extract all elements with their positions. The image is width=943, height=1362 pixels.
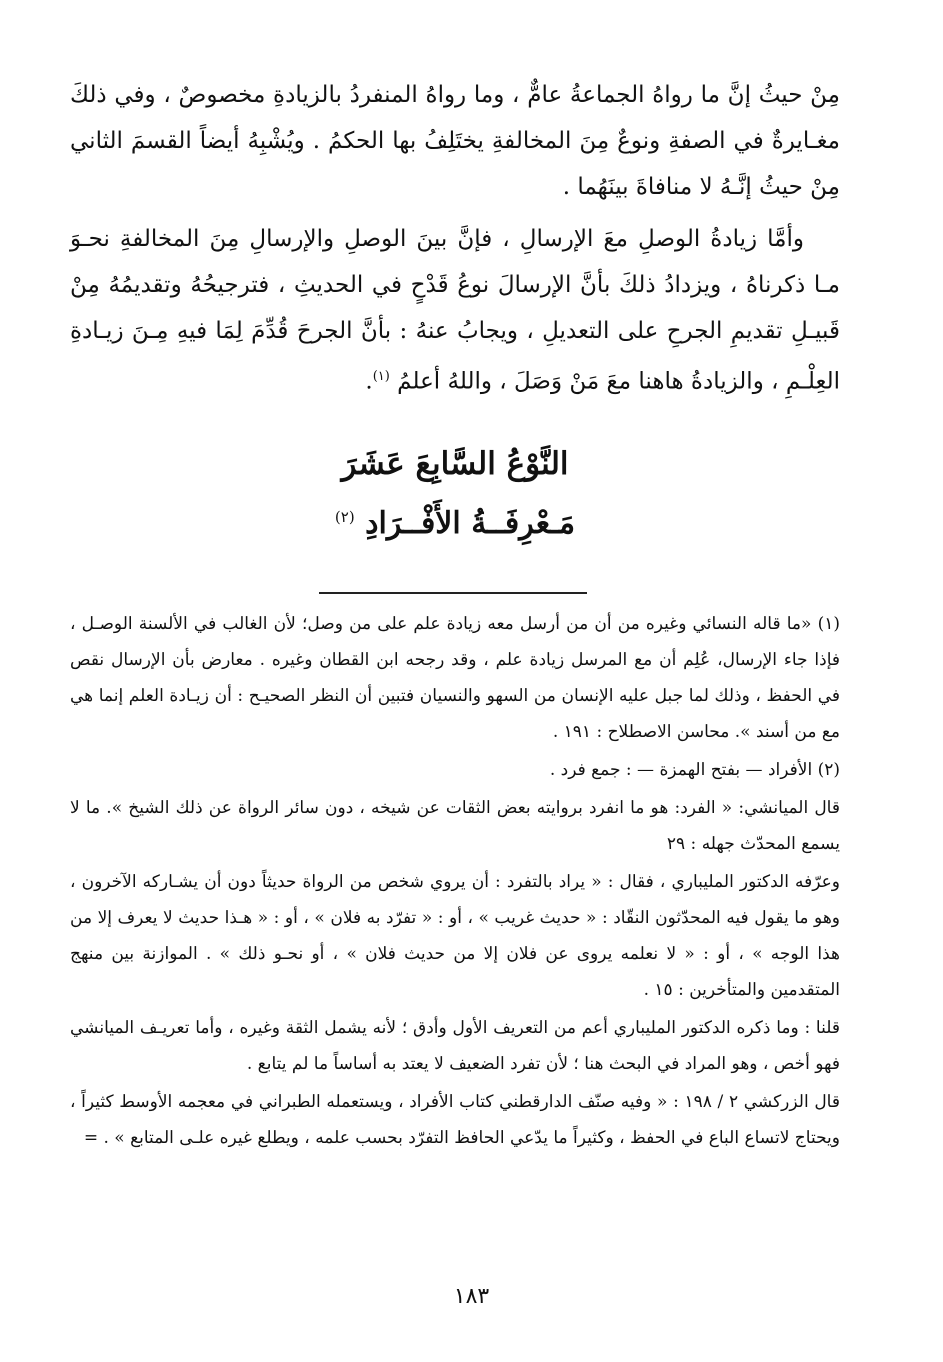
paragraph-1: مِنْ حيثُ إنَّ ما رواهُ الجماعةُ عامٌّ ، وما رواهُ المنفردُ بالزيادةِ مخصوصٌ ، وفي ذلكَ مغـايرةٌ في الصفةِ ونوعٌ مِنَ المخالفةِ يختَلِفُ بها الحكمُ . ويُشْبِهُ أيضاً القسمَ الثاني مِنْ حيثُ إنَّـهُ لا منافاةَ بينَهُما .: [70, 82, 840, 200]
paragraph-2: [70, 216, 840, 405]
section-subtitle-text: مَـعْرِفَــةُ الأَفْــرَادِ: [365, 505, 576, 541]
footnote-2-comment: قلنا : وما ذكره الدكتور المليباري أعم من التعريف الأول وأدق ؛ لأنه يشمل الثقة وغيره ، وأما تعريـف الميانشي فهو أخص ، وهو المراد في البحث هنا ؛ لأن تفرد الضعيف لا يعتد به أساساً ما لم يتابع .: [70, 1017, 840, 1074]
main-text: [70, 72, 840, 405]
footnote-1: (١) «ما قاله النسائي وغيره من أن من أرسل معه زيادة علم على من وصل؛ لأن الغالب في الألسنة الوصـل ، فإذا جاء الإرسال، عُلِم أن مع المرسل زيادة علم ، وقد رجحه ابن القطان وغيره . معارض بأن الإرسال نقص في الحفظ ، وذلك لما جبل عليه الإنسان من السهو والنسيان فتبين أن النظر الصحيـح : أن زيـادة العلم إنما هي مع من أسند ». محاسن الاصطلاح : ١٩١ .: [70, 613, 840, 742]
footnote-2-intro: (٢) الأفراد — بفتح الهمزة — : جمع فرد .: [549, 759, 840, 780]
section-heading: [70, 437, 840, 550]
footnote-2-mayanishi: قال الميانشي: « الفرد: هو ما انفرد بروايته بعض الثقات عن شيخه ، دون سائر الرواة عن ذلك الشيخ ». ما لا يسمع المحدّث جهله : ٢٩: [70, 797, 840, 854]
section-title: النَّوْعُ السَّابِعَ عَشَرَ: [341, 445, 569, 482]
page-body: [70, 72, 840, 1156]
footnote-2-zarkashi: قال الزركشي ٢ / ١٩٨ : « وفيه صنّف الدارقطني كتاب الأفراد ، ويستعمله الطبراني في معجمه الأوسط كثيراً ، ويحتاج لاتساع الباع في الحفظ ، وكثيراً ما يدّعي الحافظ التفرّد بحسب علمه ، ويطلع غيره علـى المتابع » . =: [70, 1091, 840, 1148]
page-number: ١٨٣: [453, 1284, 490, 1309]
footnote-ref-1: (١): [372, 369, 390, 384]
footnote-ref-2: (٢): [334, 507, 355, 526]
footnote-separator: [319, 592, 587, 594]
footnote-2-malibari: وعرّفه الدكتور المليباري ، فقال : « يراد بالتفرد : أن يروي شخص من الرواة حديثاً دون أن يشـاركه الآخرون ، وهو ما يقول فيه المحدّثون النقّاد : « حديث غريب » ، أو : « تفرّد به فلان » ، أو : « هـذا حديث لا يعرف إلا من هذا الوجه » ، أو : « لا نعلمه يروى عن فلان إلا من حديث فلان » ، أو نحـو ذلك » . الموازنة بين منهج المتقدمين والمتأخرين : ١٥ .: [70, 871, 840, 1000]
section-subtitle: [70, 491, 840, 550]
footnotes: [70, 606, 840, 1156]
paragraph-2-text: وأمَّا زيادةُ الوصلِ معَ الإرسالِ ، فإنَّ بينَ الوصلِ والإرسالِ مِنَ المخالفةِ نحـوَ مـا ذكرناهُ ، ويزدادُ ذلكَ بأنَّ الإرسالَ نوعُ قَدْحٍ في الحديثِ ، فترجيحُهُ وتقديمُهُ مِنْ قَبيـلِ تقديمِ الجرحِ على التعديلِ ، ويجابُ عنهُ : بأنَّ الجرحَ قُدِّمَ لِمَا فيهِ مِـنَ زيـادةِ العِلْـمِ ، والزيادةُ هاهنا معَ مَنْ وَصَلَ ، واللهُ أعلمُ: [70, 226, 840, 395]
paragraph-2-end: .: [365, 368, 373, 395]
